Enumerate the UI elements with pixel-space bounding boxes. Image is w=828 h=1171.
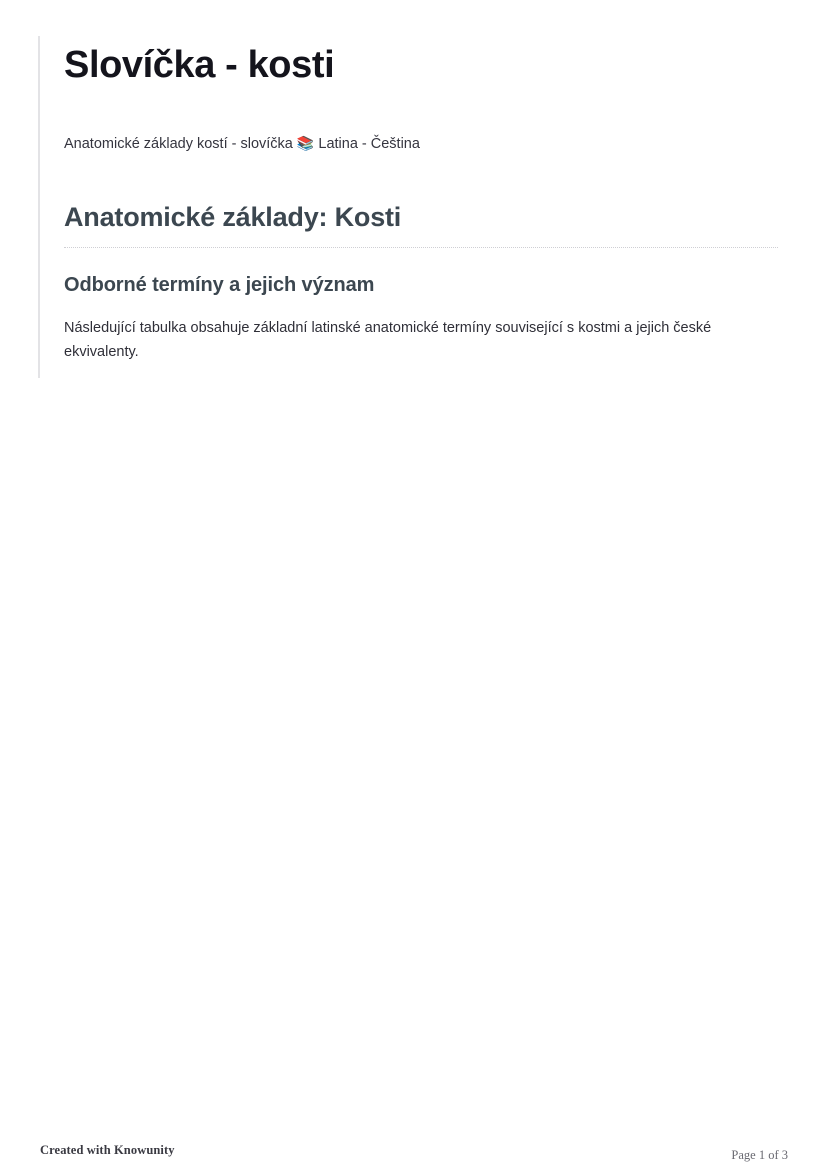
left-accent-rule xyxy=(38,36,40,378)
footer-credit: Created with Knowunity xyxy=(40,1143,175,1157)
document-content xyxy=(38,36,778,364)
document-content-block xyxy=(38,36,778,379)
footer-page-indicator: Page 1 of 3 xyxy=(731,1148,788,1162)
subtitle-languages: Latina - Čeština xyxy=(318,135,420,152)
books-icon: 📚 xyxy=(296,134,315,151)
body-paragraph: Následující tabulka obsahuje základní latinské anatomické termíny související s kostmi a jejich české ekvivalenty. xyxy=(64,320,712,360)
subtitle-text: Anatomické základy kostí - slovíčka xyxy=(64,135,293,152)
page-footer xyxy=(0,1111,828,1171)
section-heading: Anatomické základy: Kosti xyxy=(64,202,778,248)
document-subtitle xyxy=(64,133,778,156)
subsection-heading: Odborné termíny a jejich význam xyxy=(64,274,375,297)
page-title: Slovíčka - kosti xyxy=(64,44,335,86)
